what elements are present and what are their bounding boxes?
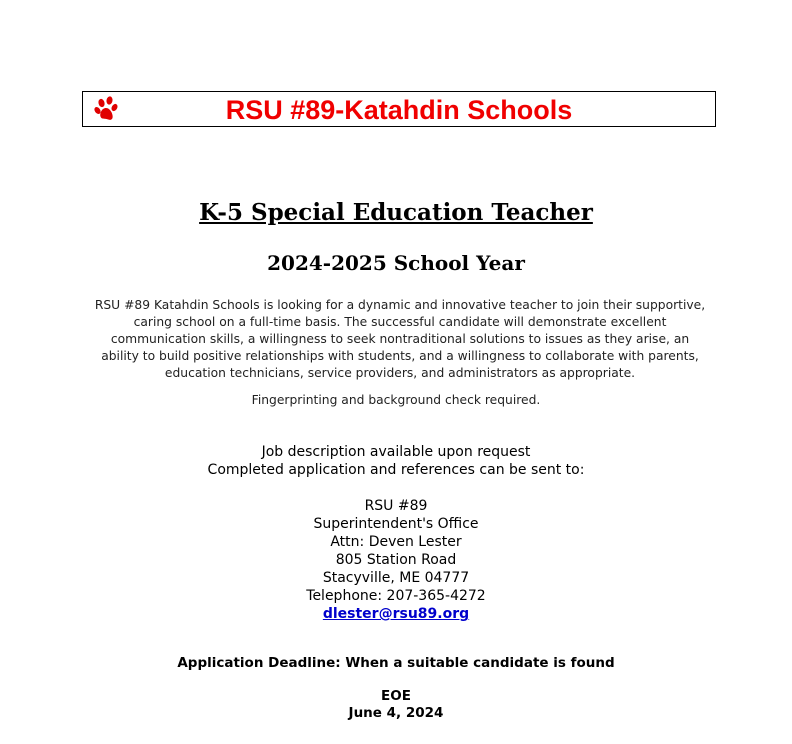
application-deadline: Application Deadline: When a suitable candidate is found: [177, 655, 615, 671]
job-description-paragraph: RSU #89 Katahdin Schools is looking for a dynamic and innovative teacher to join their supportive, caring school on a full-time basis. The successful candidate will demonstrate excellent communication skills, a willingness to seek nontraditional solutions to issues as they arise, an ability to build positive relationships with students, and a willingness to collaborate with parents, education technicians, service providers, and administrators as appropriate.: [94, 298, 706, 381]
send-to-note: Completed application and references can be sent to:: [207, 462, 585, 478]
job-description-note: Job description available upon request: [261, 444, 531, 460]
header-banner: [82, 91, 716, 127]
organization-name: RSU #89: [364, 498, 428, 514]
city-state-zip: Stacyville, ME 04777: [322, 570, 470, 586]
telephone-number: Telephone: 207-365-4272: [306, 588, 486, 604]
background-check-requirement: Fingerprinting and background check required.: [251, 393, 541, 407]
eoe-label: EOE: [381, 688, 411, 704]
school-name-title: RSU #89-Katahdin Schools: [225, 95, 573, 125]
job-title: K-5 Special Education Teacher: [199, 199, 593, 226]
school-year: 2024-2025 School Year: [267, 251, 525, 275]
attention-line: Attn: Deven Lester: [330, 534, 462, 550]
street-address: 805 Station Road: [335, 552, 457, 568]
posting-date: June 4, 2024: [348, 705, 444, 721]
office-name: Superintendent's Office: [313, 516, 479, 532]
application-instructions: [0, 443, 792, 479]
footer: [0, 688, 792, 722]
email-link[interactable]: dlester@rsu89.org: [322, 606, 470, 622]
contact-address: [0, 497, 792, 623]
